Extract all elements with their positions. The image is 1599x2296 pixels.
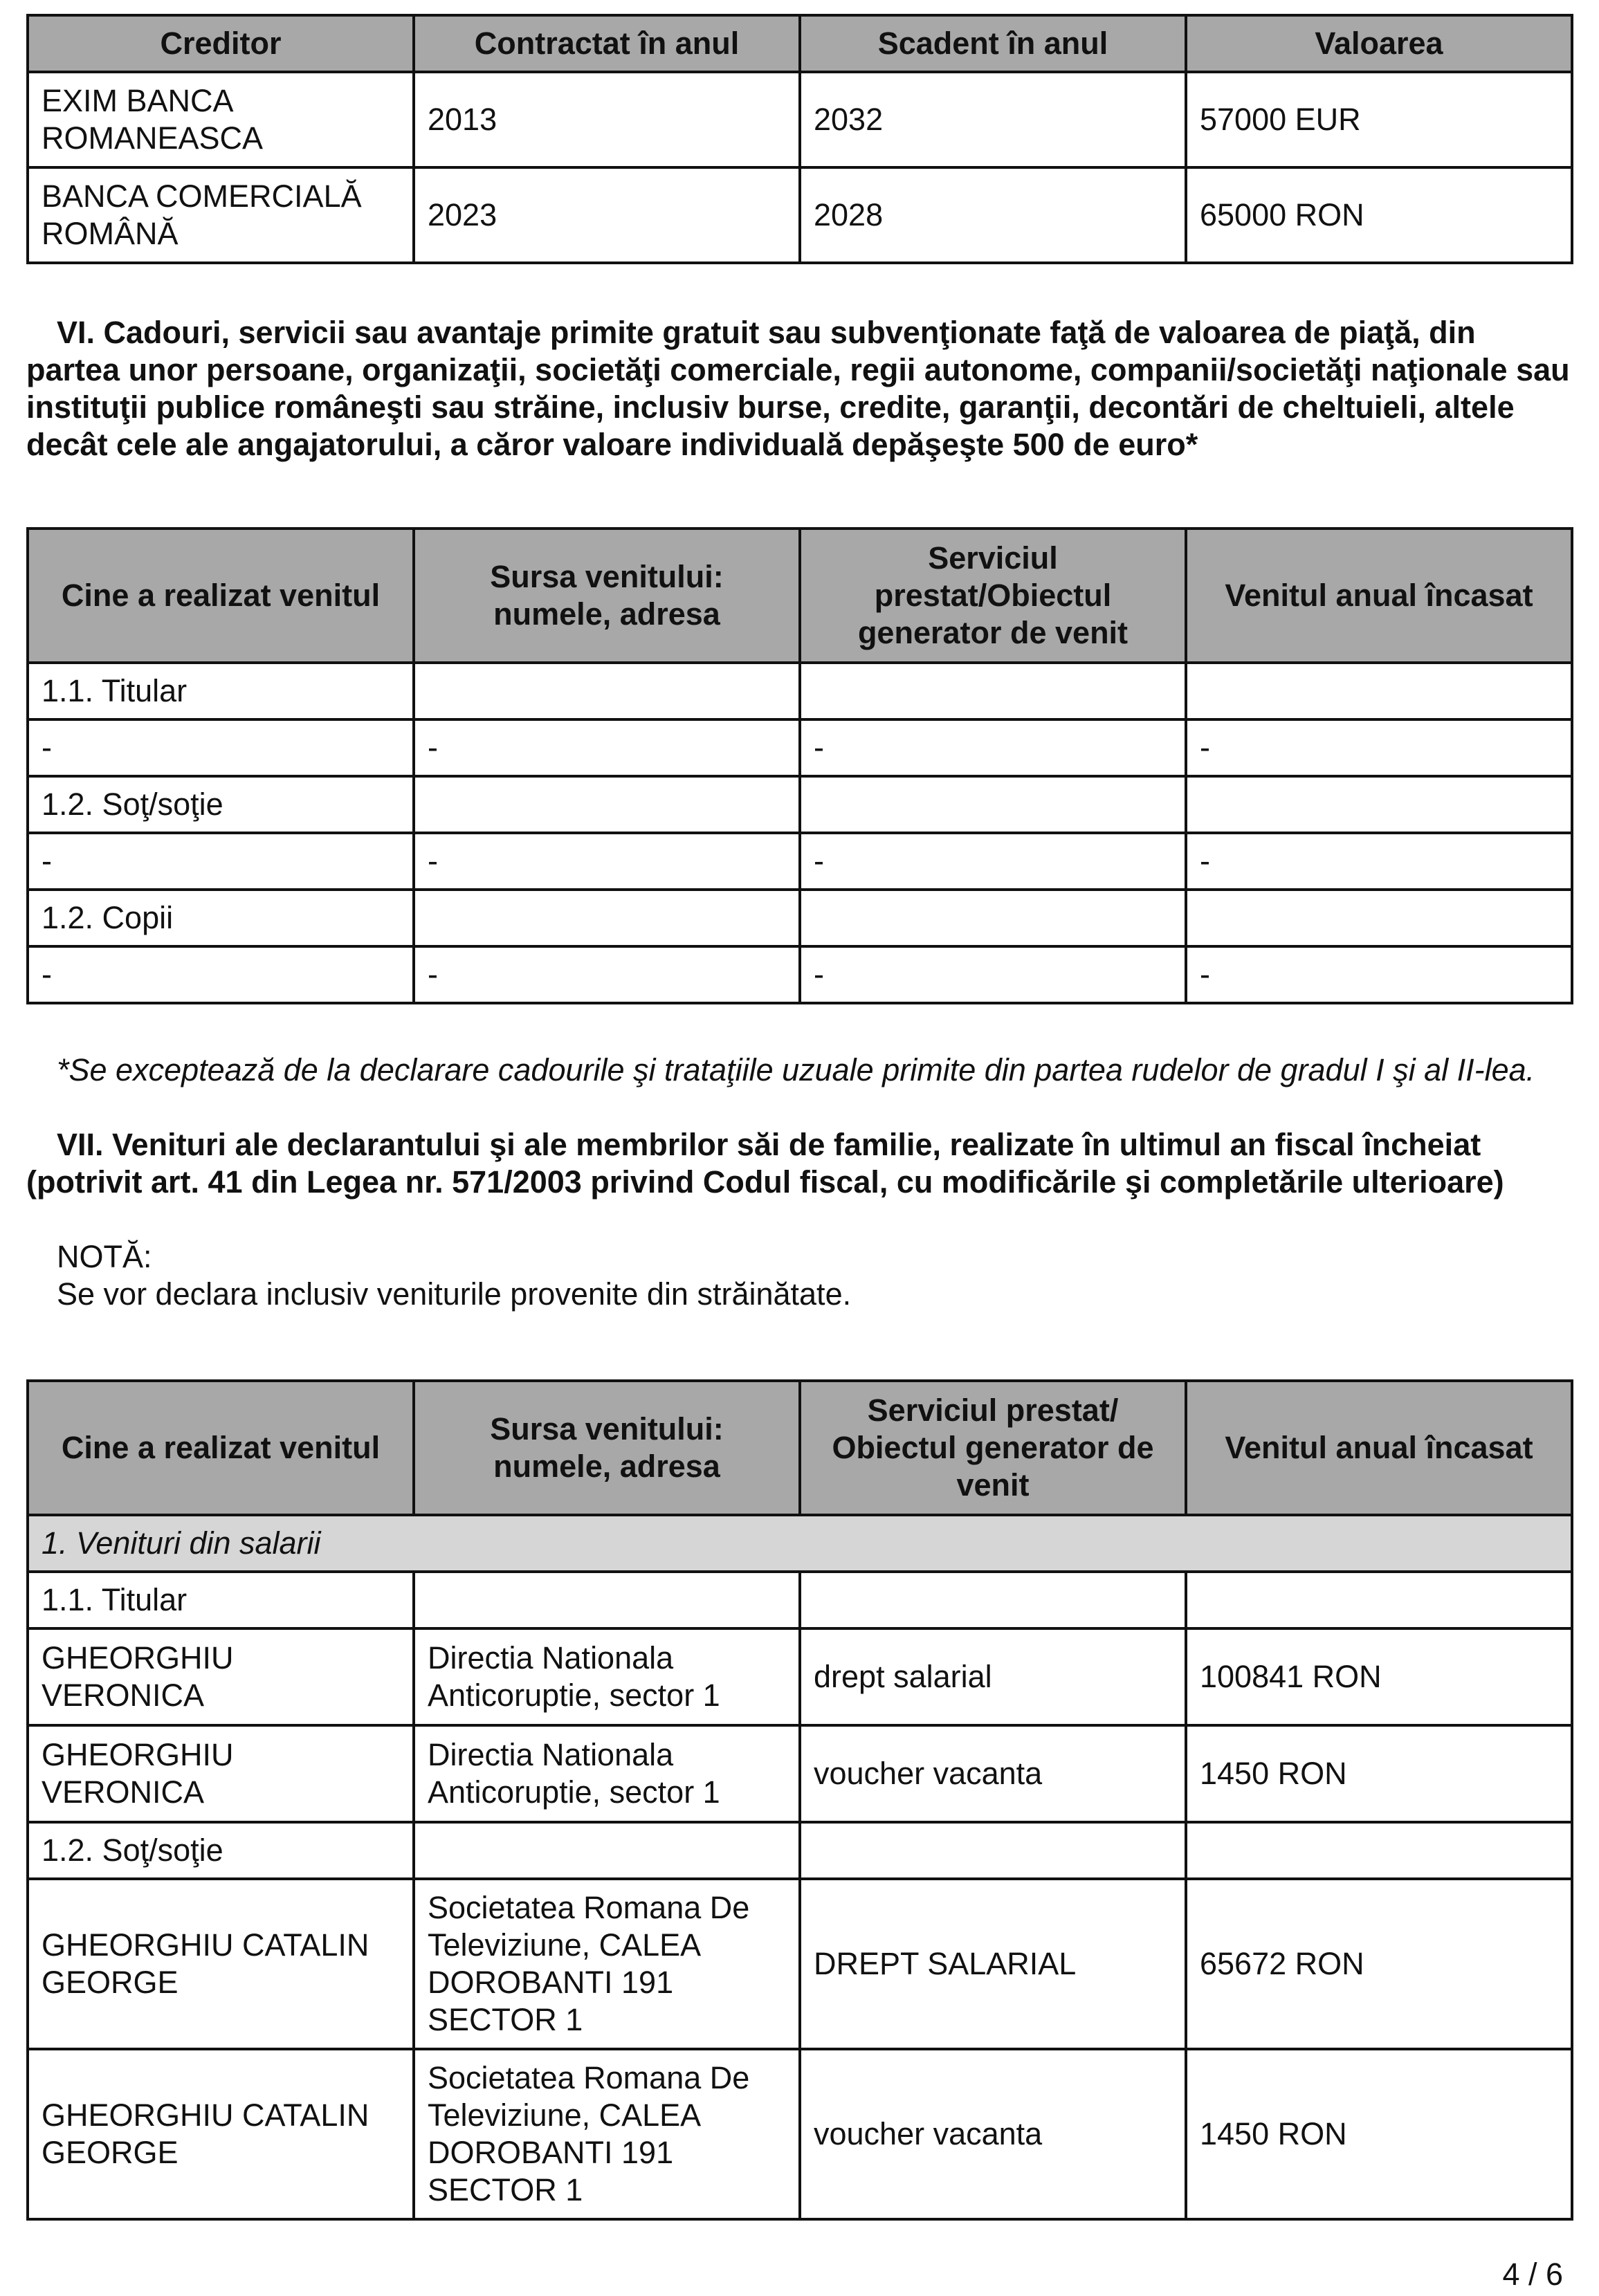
- section-vii-heading: VII. Venituri ale declarantului şi ale membrilor săi de familie, realizate în ultimul an fiscal încheiat (potrivit art. 41 din Legea nr. 571/2003 privind Codul fiscal, cu modificările şi completările ulterioare): [26, 1127, 1504, 1200]
- income-cell: 1450 RON: [1186, 2049, 1572, 2219]
- column-header: Venitul anual încasat: [1186, 1381, 1572, 1515]
- value-cell: 57000 EUR: [1186, 72, 1572, 167]
- source-cell: Societatea Romana De Televiziune, CALEA DOROBANTI 191 SECTOR 1: [414, 2049, 800, 2219]
- column-header: Sursa venitului: numele, adresa: [414, 529, 800, 663]
- income-cell: 1450 RON: [1186, 1725, 1572, 1822]
- income-table: [26, 1379, 1573, 2221]
- table-row: [28, 72, 1572, 167]
- page-number: 4 / 6: [1502, 2257, 1563, 2292]
- income-cell: 100841 RON: [1186, 1628, 1572, 1725]
- table-row: [28, 2049, 1572, 2219]
- column-header: Venitul anual încasat: [1186, 529, 1572, 663]
- table-row: [28, 719, 1572, 776]
- creditor-cell: BANCA COMERCIALĂ ROMÂNĂ: [28, 167, 414, 263]
- group-label: 1.2. Soţ/soţie: [28, 776, 414, 833]
- table-header-row: [28, 15, 1572, 72]
- column-header: Scadent în anul: [800, 15, 1186, 72]
- who-cell: GHEORGHIU VERONICA: [28, 1628, 414, 1725]
- creditor-cell: EXIM BANCA ROMANEASCA: [28, 72, 414, 167]
- table-cell: -: [800, 719, 1186, 776]
- column-header: Contractat în anul: [414, 15, 800, 72]
- income-cell: 65672 RON: [1186, 1879, 1572, 2049]
- table-row: [28, 1725, 1572, 1822]
- column-header: Serviciul prestat/Obiectul generator de venit: [800, 529, 1186, 663]
- category-row: [28, 1515, 1572, 1572]
- source-cell: Societatea Romana De Televiziune, CALEA DOROBANTI 191 SECTOR 1: [414, 1879, 800, 2049]
- debts-table: [26, 14, 1573, 264]
- note-text: Se vor declara inclusiv veniturile provenite din străinătate.: [57, 1276, 852, 1312]
- group-label: 1.2. Soţ/soţie: [28, 1822, 414, 1879]
- group-label: 1.2. Copii: [28, 890, 414, 946]
- group-row: [28, 776, 1572, 833]
- column-header: Creditor: [28, 15, 414, 72]
- table-header-row: [28, 1381, 1572, 1515]
- contracted-year-cell: 2013: [414, 72, 800, 167]
- table-cell: -: [28, 719, 414, 776]
- gifts-table: [26, 527, 1573, 1004]
- table-row: [28, 1879, 1572, 2049]
- table-cell: -: [800, 833, 1186, 890]
- column-header: Serviciul prestat/ Obiectul generator de venit: [800, 1381, 1186, 1515]
- table-cell: -: [800, 946, 1186, 1003]
- category-label: 1. Venituri din salarii: [28, 1515, 1572, 1572]
- group-row: [28, 1822, 1572, 1879]
- table-cell: -: [414, 946, 800, 1003]
- gifts-footnote: *Se exceptează de la declarare cadourile şi trataţiile uzuale primite din partea rudelor de gradul I şi al II-lea.: [57, 1052, 1535, 1087]
- table-cell: -: [28, 833, 414, 890]
- table-header-row: [28, 529, 1572, 663]
- service-cell: voucher vacanta: [800, 1725, 1186, 1822]
- table-row: [28, 1628, 1572, 1725]
- table-cell: -: [1186, 719, 1572, 776]
- group-label: 1.1. Titular: [28, 1572, 414, 1628]
- service-cell: DREPT SALARIAL: [800, 1879, 1186, 2049]
- who-cell: GHEORGHIU CATALIN GEORGE: [28, 2049, 414, 2219]
- table-cell: -: [414, 719, 800, 776]
- table-cell: -: [414, 833, 800, 890]
- table-row: [28, 946, 1572, 1003]
- column-header: Valoarea: [1186, 15, 1572, 72]
- note-title: NOTĂ:: [57, 1239, 152, 1274]
- group-row: [28, 663, 1572, 719]
- who-cell: GHEORGHIU VERONICA: [28, 1725, 414, 1822]
- table-cell: -: [1186, 946, 1572, 1003]
- table-row: [28, 167, 1572, 263]
- table-row: [28, 833, 1572, 890]
- document-page: [26, 14, 1571, 2221]
- value-cell: 65000 RON: [1186, 167, 1572, 263]
- contracted-year-cell: 2023: [414, 167, 800, 263]
- section-vi-heading: VI. Cadouri, servicii sau avantaje primite gratuit sau subvenţionate faţă de valoarea de piaţă, din partea unor persoane, organizaţii, societăţi comerciale, regii autonome, companii/societăţi naţionale sau instituţii publice româneşti sau străine, inclusiv burse, credite, garanţii, decontări de cheltuieli, altele decât cele ale angajatorului, a căror valoare individuală depăşeşte 500 de euro*: [26, 315, 1570, 462]
- column-header: Cine a realizat venitul: [28, 1381, 414, 1515]
- table-cell: -: [1186, 833, 1572, 890]
- group-row: [28, 890, 1572, 946]
- service-cell: voucher vacanta: [800, 2049, 1186, 2219]
- source-cell: Directia Nationala Anticoruptie, sector 1: [414, 1725, 800, 1822]
- due-year-cell: 2032: [800, 72, 1186, 167]
- due-year-cell: 2028: [800, 167, 1186, 263]
- group-row: [28, 1572, 1572, 1628]
- service-cell: drept salarial: [800, 1628, 1186, 1725]
- group-label: 1.1. Titular: [28, 663, 414, 719]
- source-cell: Directia Nationala Anticoruptie, sector 1: [414, 1628, 800, 1725]
- table-cell: -: [28, 946, 414, 1003]
- who-cell: GHEORGHIU CATALIN GEORGE: [28, 1879, 414, 2049]
- column-header: Sursa venitului: numele, adresa: [414, 1381, 800, 1515]
- column-header: Cine a realizat venitul: [28, 529, 414, 663]
